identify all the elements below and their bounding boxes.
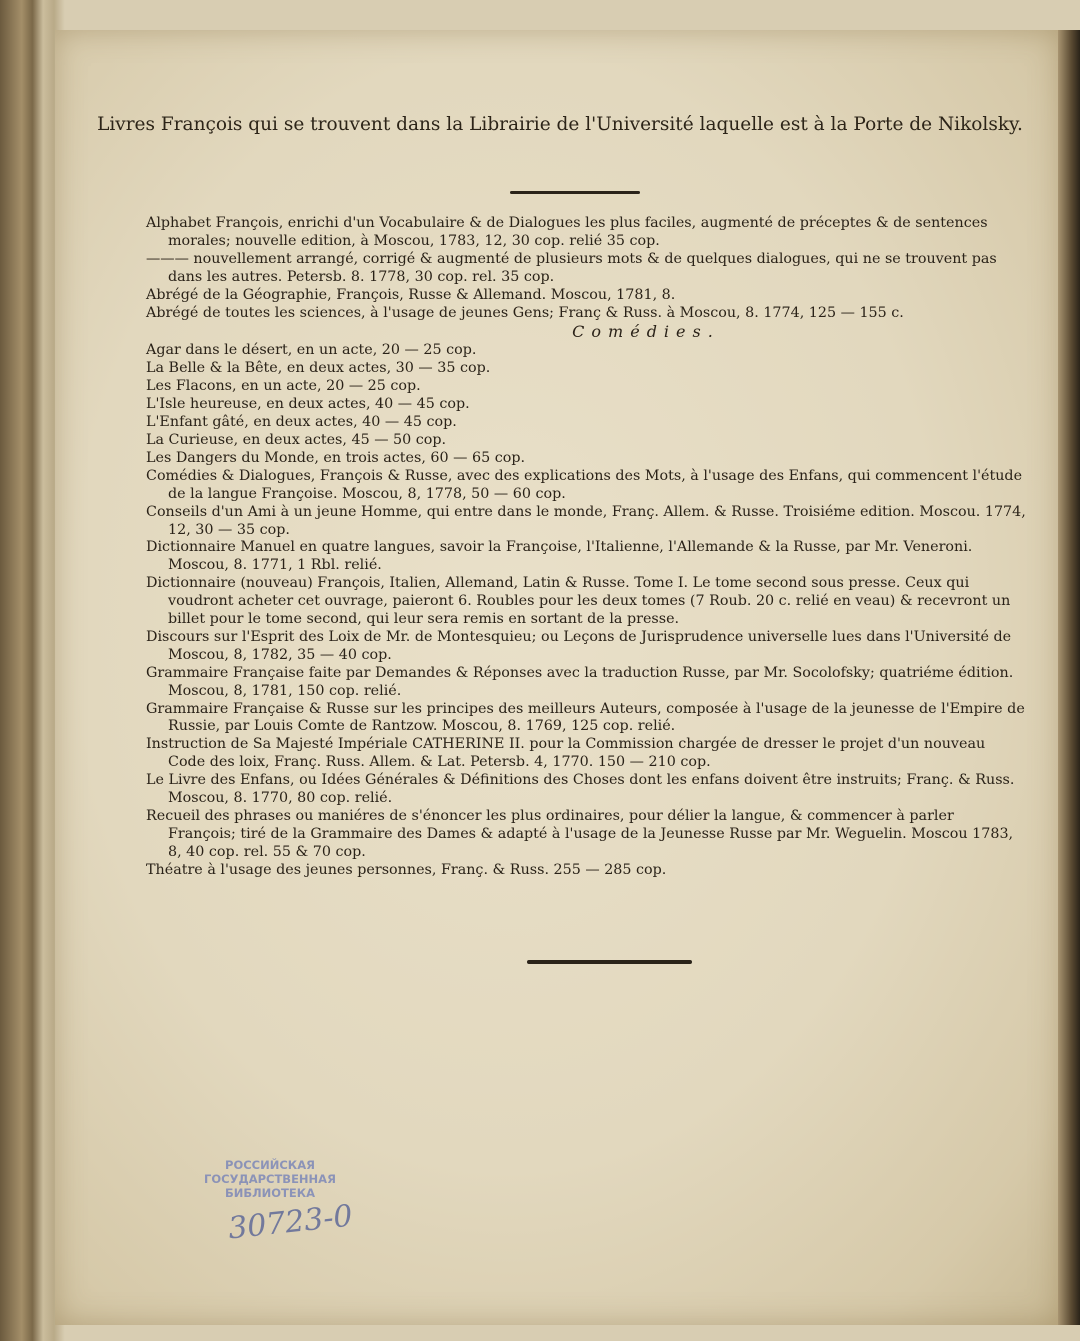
list-item: L'Enfant gâté, en deux actes, 40 — 45 cop. <box>146 414 457 431</box>
list-item: Les Flacons, en un acte, 20 — 25 cop. <box>146 378 421 395</box>
list-item: Abrégé de la Géographie, François, Russe & Allemand. Moscou, 1781, 8. <box>146 286 676 303</box>
list-item: Dictionnaire (nouveau) François, Italien, Allemand, Latin & Russe. Tome I. Le tome second sous presse. Ceux qui voudront acheter cet ouvrage, paieront 6. Roubles pour les deux tomes (7 Roub. 20 c. relié en veau) & recevront un billet pour le tome second, qui leur sera remis en sortant de la presse. <box>146 575 1011 628</box>
list-item: La Curieuse, en deux actes, 45 — 50 cop. <box>146 431 447 448</box>
list-item: Conseils d'un Ami à un jeune Homme, qui entre dans le monde, Franç. Allem. & Russe. Troisiéme edition. Moscou. 1774, 12, 30 — 35 cop. <box>146 503 1026 538</box>
list-item: Alphabet François, enrichi d'un Vocabulaire & de Dialogues les plus faciles, augmenté de préceptes & de sentences morales; nouvelle edition, à Moscou, 1783, 12, 30 cop. relié 35 cop. <box>146 215 988 249</box>
list-item: L'Isle heureuse, en deux actes, 40 — 45 cop. <box>146 396 470 413</box>
page-edge-shadow <box>1058 30 1080 1325</box>
list-item: Agar dans le désert, en un acte, 20 — 25 cop. <box>146 342 477 359</box>
ornament-rule <box>527 960 692 964</box>
shelfmark-handwritten: 30723-0 <box>226 1198 355 1247</box>
list-item: Grammaire Française & Russe sur les principes des meilleurs Auteurs, composée à l'usage de la jeunesse de l'Empire de Russie, par Louis Comte de Rantzow. Moscou, 8. 1769, 125 cop. relié. <box>146 700 1025 735</box>
list-item: Théatre à l'usage des jeunes personnes, Franç. & Russ. 255 — 285 cop. <box>146 861 667 878</box>
list-item: Comédies & Dialogues, François & Russe, avec des explications des Mots, à l'usage des Enfans, qui commencent l'étude de la langue Françoise. Moscou, 8, 1778, 50 — 60 cop. <box>146 467 1023 502</box>
book-listing <box>146 215 1026 880</box>
list-item: Abrégé de toutes les sciences, à l'usage de jeunes Gens; Franç & Russ. à Moscou, 8. 1774, 125 — 155 c. <box>146 304 904 321</box>
list-item: Dictionnaire Manuel en quatre langues, savoir la Françoise, l'Italienne, l'Allemande & la Russe, par Mr. Veneroni. Moscou, 8. 1771, 1 Rbl. relié. <box>146 539 973 574</box>
list-item: Le Livre des Enfans, ou Idées Générales & Définitions des Choses dont les enfans doivent être instruits; Franç. & Russ. Moscou, 8. 1770, 80 cop. relié. <box>146 772 1015 807</box>
list-item: Discours sur l'Esprit des Loix de Mr. de Montesquieu; ou Leçons de Jurisprudence universelle lues dans l'Université de Moscou, 8, 1782, 35 — 40 cop. <box>146 628 1012 663</box>
title-rule <box>510 191 640 194</box>
list-item: Les Dangers du Monde, en trois actes, 60 — 65 cop. <box>146 449 526 466</box>
list-item: Recueil des phrases ou maniéres de s'énoncer les plus ordinaires, pour délier la langue, & commencer à parler François; tiré de la Grammaire des Dames & adapté à l'usage de la Jeunesse Russe par Mr. Weguelin. Moscou 1783, 8, 40 cop. rel. 55 & 70 cop. <box>146 808 1014 860</box>
stamp-line: РОССИЙСКАЯ <box>225 1158 315 1172</box>
section-heading-comedies: Comédies. <box>572 322 720 342</box>
list-item: Instruction de Sa Majesté Impériale CATHERINE II. pour la Commission chargée de dresser le projet d'un nouveau Code des loix, Franç. Russ. Allem. & Lat. Petersb. 4, 1770. 150 — 210 cop. <box>146 736 986 771</box>
list-item: ——— nouvellement arrangé, corrigé & augmenté de plusieurs mots & de quelques dialogues, qui ne se trouvent pas dans les autres. Petersb. 8. 1778, 30 cop. rel. 35 cop. <box>146 250 997 285</box>
list-item: La Belle & la Bête, en deux actes, 30 — 35 cop. <box>146 360 491 377</box>
page-title: Livres François qui se trouvent dans la Librairie de l'Université laquelle est à la Porte de Nikolsky. <box>97 114 1023 135</box>
list-item: Grammaire Française faite par Demandes & Réponses avec la traduction Russe, par Mr. Socolofsky; quatriéme édition. Moscou, 8, 1781, 150 cop. relié. <box>146 664 1014 699</box>
stamp-line: ГОСУДАРСТВЕННАЯ <box>204 1172 336 1186</box>
stamp-line: БИБЛИОТЕКА <box>224 1186 316 1200</box>
library-stamp <box>200 1158 340 1200</box>
